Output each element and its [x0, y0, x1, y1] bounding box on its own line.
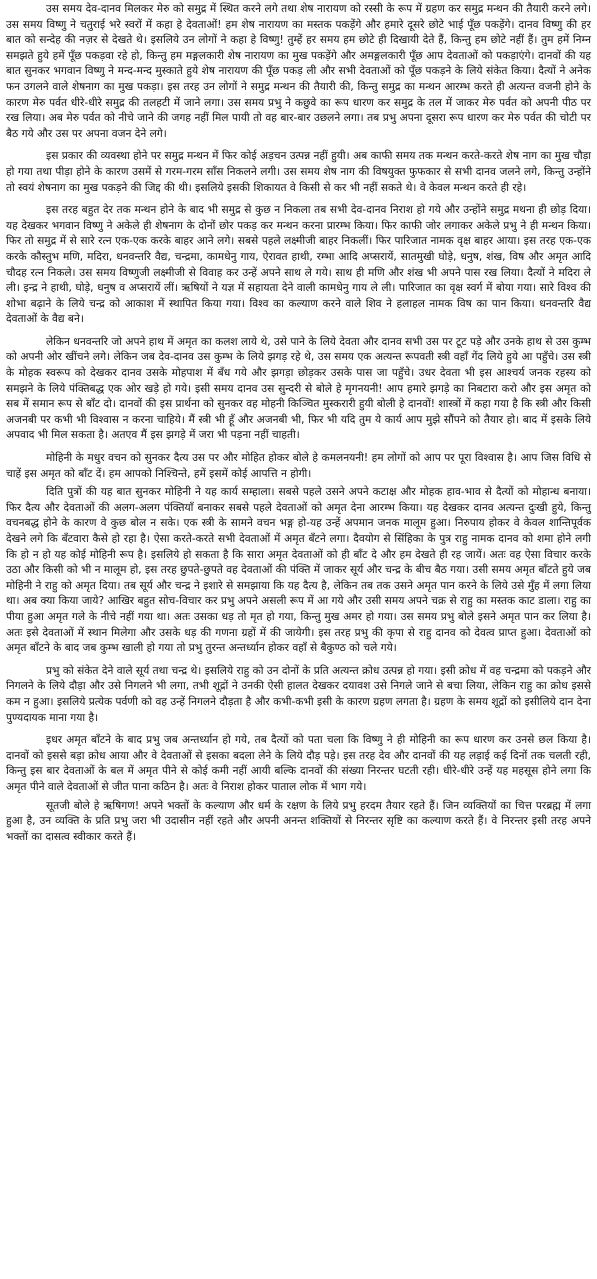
- paragraph-mohini-distribution: दिति पुत्रों की यह बात सुनकर मोहिनी ने यह कार्य सम्हाला। सबसे पहले उसने अपने कटाक्ष और मोहक हाव-भाव से दैत्यों को मोहान्ध बनाया। फिर दैत्य और देवताओं की अलग-अलग पंक्तियाँ बनाकर सबसे पहले देवताओं को अमृत देना आरम्भ किया। यह देखकर दानव अत्यन्त दुःखी हुये, किन्तु वचनबद्ध होने के कारण वे कुछ बोल न सके। एक स्त्री के सामने वचन भङ्ग हो-यह उन्हें अपमान जनक मालूम हुआ। निरुपाय होकर वे केवल शान्तिपूर्वक देखने लगे कि बँटवारा कैसे हो रहा है। ऐसा करते-करते सभी देवताओं में अमृत बँटने लगा। दैवयोग से सिंहिका के पुत्र राहु नामक दानव को शमा होने लगी कि हो न हो यह कोई मोहिनी रूप है। इसलिये हो सकता है कि सारा अमृत देवताओं को ही बाँट दे और हम देखते ही रह जायें। अतः वह ऐसा विचार करके उठा और किसी को भी न मालूम हो, इस तरह छुपते-छुपते वह देवताओं की पंक्ति में जाकर सूर्य और चन्द्र के बीच बैठ गया। उसी समय अमृत बाँटते हुये जब मोहिनी ने राहु को अमृत दिया। तब सूर्य और चन्द्र ने इशारे से समझाया कि यह दैत्य है, लेकिन तब तक उसने अमृत पान करने के लिये उसे मुँह में लगा लिया था। अब क्या किया जाये? आखिर बहुत सोच-विचार कर प्रभु अपने असली रूप में आ गये और उसी समय अपने चक्र से राहु का मस्तक काट डाला। राहु का पीया हुआ अमृत गले के नीचे नहीं गया था। अतः उसका धड़ तो मृत हो गया, किन्तु मुख अमर हो गया। उस समय प्रभु बोले इसने अमृत पान कर लिया है। अतः इसे देवताओं में स्थान मिलेगा और उसके धड़ की गणना ग्रहों में की जायेगी। इस तरह प्रभु की कृपा से राहु दानव को देवत्व प्राप्त हुआ। देवताओं को अमृत बाँटने के बाद जब कुम्भ खाली हो गया तो प्रभु तुरन्त अन्तर्ध्यान होकर वहाँ से बैकुण्ठ को चले गये।: [6, 486, 592, 655]
- paragraph-war-aftermath: इधर अमृत बाँटने के बाद प्रभु जब अन्तर्ध्यान हो गये, तब दैत्यों को पता चला कि विष्णु ने ही मोहिनी का रूप धारण कर उनसे छल किया है। दानवों को इससे बड़ा क्रोध आया और वे देवताओं से इसका बदला लेने के लिये दौड़ पड़े। इस तरह देव और दानवों की यह लड़ाई कई दिनों तक चलती रही, किन्तु इस बार देवताओं के बल में अमृत पीने से कोई कमी नहीं आयी बल्कि दानवों की संख्या निरन्तर घटती रही। धीरे-धीरे उन्हें यह महसूस होने लगा कि अमृत पीने वाले देवताओं से जीत पाना कठिन है। अतः वे निराश होकर पाताल लोक में भाग गये।: [6, 734, 591, 793]
- paragraph-churning-preparation: उस समय देव-दानव मिलकर मेरु को समुद्र में स्थित करने लगे तथा शेष नारायण को रस्सी के रूप में ग्रहण कर समुद्र मन्थन की तैयारी करने लगे। उस समय विष्णु ने चतुराई भरे स्वरों में कहा हे देवताओं! हम शेष नारायण का मस्तक पकड़ेंगे और हमारे दूसरे छोटे भाई पूँछ पकड़ेंगे। दानव विष्णु की हर बात को सन्देह की नज़र से देखते थे। इसलिये उन लोगों ने कहा हे विष्णु! तुम्हें हर समय हम छोटे ही दिखायी देते हैं, किन्तु हम छोटे नहीं हैं। तुम हमें निम्न समझते हुये हमें पूँछ पकड़वा रहे हो, किन्तु हम मङ्गलकारी शेष नारायण का मुख पकड़ेंगे और अमङ्गलकारी पूँछ आप देवताओं को पकड़ाएंगे। दानवों की यह बात सुनकर भगवान विष्णु ने मन्द-मन्द मुस्काते हुये शेष नारायण की पूँछ पकड़ ली और सभी देवताओं को पूँछ पकड़ने के लिये संकेत किया। दैत्यों ने अनेक फन उगलने वाले शेषनाग का मुख पकड़ा। इस तरह उन लोगों ने समुद्र मन्थन की तैयारी की, किन्तु समुद्र का मन्थन आरम्भ करते ही अत्यन्त वजनी होने के कारण मेरु पर्वत धीरे-धीरे समुद्र की तलहटी में जाने लगा। उस समय प्रभु ने कछुवे का रूप धारण कर समुद्र के तल में जाकर मेरु पर्वत को अपनी पीठ पर रख लिया। अब मेरु पर्वत को नीचे जाने की जगह नहीं मिल पायी तो वह बार-बार उछलने लगा। तब प्रभु अपना दूसरा रूप धारण कर मेरु पर्वत की चोटी पर बैठ गये और उस पर अपना वजन देने लगे।: [6, 3, 591, 140]
- paragraph-amrit-dispute: लेकिन धनवन्तरि जो अपने हाथ में अमृत का कलश लाये थे, उसे पाने के लिये देवता और दानव सभी उस पर टूट पड़े और उनके हाथ से उस कुम्भ को अपनी ओर खींचने लगे। लेकिन जब देव-दानव उस कुम्भ के लिये झगड़ रहे थे, उस समय एक अत्यन्त रूपवती स्त्री वहाँ गेंद लिये हुये आ पहुँचे। उस स्त्री के मोहक स्वरूप को देखकर दानव उसके मोहपाश में बँध गये और झगड़ा छोड़कर उसके पास जा पहुँचे। उधर देवता भी इस आश्चर्य जनक रहस्य को समझने के लिये पंक्तिबद्ध एक ओर खड़े हो गये। इसी समय दानव उस सुन्दरी से बोले हे मृगनयनी! आप हमारे झगड़े का निबटारा करो और इस अमृत को सब में समान रूप से बाँट दो। दानवों की इस प्रार्थना को सुनकर वह मोहनी किञ्चित मुस्करारी हुयी बोली हे दानवों! शास्त्रों में कहा गया है कि स्त्री और किसी अजनबी पर कभी भी विश्वास न करना चाहिये। मैं स्त्री भी हूँ और अजनबी भी, फिर भी यदि तुम ये कार्य आप मुझे सौंपने को तैयार हो। बाद में इसके लिये अपवाद भी मिल सकता है। अतएव मैं इस झगड़े में जरा भी पड़ना नहीं चाहती।: [6, 335, 591, 442]
- paragraph-daityas-trust: मोहिनी के मधुर वचन को सुनकर दैत्य उस पर और मोहित होकर बोले हे कमलनयनी! हम लोगों को आप पर पूरा विश्वास है। आप जिस विधि से चाहें इस अमृत को बाँट दें। हम आपको निश्चिन्ते, हमें इसमें कोई आपत्ति न होगी।: [6, 452, 591, 480]
- paragraph-shesha-breath: इस प्रकार की व्यवस्था होने पर समुद्र मन्थन में फिर कोई अड़चन उत्पन्न नहीं हुयी। अब काफी समय तक मन्थन करते-करते शेष नाग का मुख चौड़ा हो गया तथा पीड़ा होने के कारण उसमें से गरम-गरम साँस निकलने लगी। उस समय शेष नाग की विषयुक्त फुफकार से सभी दानव जलने लगे, किन्तु उन्होंने तो स्वयं शेषनाग का मुख पकड़ने की जिद्द की थी। इसलिये इसकी शिकायत वे किसी से कर भी नहीं सकते थे। वे केवल मन्थन करते ही रहे।: [6, 150, 591, 194]
- paragraph-fourteen-gems: इस तरह बहुत देर तक मन्थन होने के बाद भी समुद्र से कुछ न निकला तब सभी देव-दानव निराश हो गये और उन्होंने समुद्र मथना ही छोड़ दिया। यह देखकर भगवान विष्णु ने अकेले ही शेषनाग के दोनों छोर पकड़ कर मन्थन करना प्रारम्भ किया। फिर काफी जोर लगाकर अकेले प्रभु ने ही मन्थन किया। फिर तो समुद्र में से सारे रत्न एक-एक करके बाहर आने लगे। सबसे पहले लक्ष्मीजी बाहर निकलीं। फिर पारिजात नामक वृक्ष बाहर आया। इस तरह एक-एक करके कौस्तुभ मणि, मदिरा, धनवन्तरि वैद्य, चन्द्रमा, कामधेनु गाय, ऐरावत हाथी, रम्भा आदि अप्सरायें, सातमुखी घोड़े, धनुष, शंख, विष और अमृत आदि चौदह रत्न निकले। उस समय विष्णुजी लक्ष्मीजी से विवाह कर उन्हें अपने साथ ले गये। साथ ही मणि और शंख भी अपने पास रख लिया। दैत्यों ने मदिरा ले ली। इन्द्र ने हाथी, घोड़े, धनुष व अप्सरायें लीं। ऋषियों ने यज्ञ में सहायता देने वाली कामधेनु गाय ले ली। पारिजात का वृक्ष स्वर्ग में बोया गया। सारे विश्व की शोभा बढ़ाने के लिये चन्द्र को आकाश में स्थापित किया गया। विश्व का कल्याण करने वाले शिव ने हलाहल नामक विष का पान किया। धनवन्तरि वैद्य देवताओं के वैद्य बने।: [6, 204, 591, 326]
- paragraph-rahu-eclipse: प्रभु को संकेत देने वाले सूर्य तथा चन्द्र थे। इसलिये राहु को उन दोनों के प्रति अत्यन्त क्रोध उत्पन्न हो गया। इसी क्रोध में वह चन्द्रमा को पकड़ने और निगलने के लिये दौड़ा और उसे निगलने भी लगा, तभी शूद्रों ने उनकी ऐसी हालत देखकर दयावश उसे निगले जाने से बचा लिया, लेकिन राहु का क्रोध इससे कम न हुआ। इसलिये प्रत्येक पर्वणी को वह उन्हें निगलने दौड़ता है और कभी-कभी इसी के कारण ग्रहण लगता है। ग्रहण के समय शूद्रों को इसीलिये दान देना पुण्यदायक माना गया है।: [6, 664, 591, 724]
- paragraph-sutaji-conclusion: सूतजी बोले हे ऋषिगण! अपने भक्तों के कल्याण और धर्म के रक्षण के लिये प्रभु हरदम तैयार रहते हैं। जिन व्यक्तियों का चित्त परब्रह्म में लगा हुआ है, उन व्यक्ति के प्रति प्रभु जरा भी उदासीन नहीं रहते और अपनी अनन्त शक्तियों से निरन्तर सृष्टि का कल्याण करते हैं। वे निरन्तर इसी तरह अपने भक्तों का दासत्व स्वीकार करते हैं।: [6, 799, 591, 843]
